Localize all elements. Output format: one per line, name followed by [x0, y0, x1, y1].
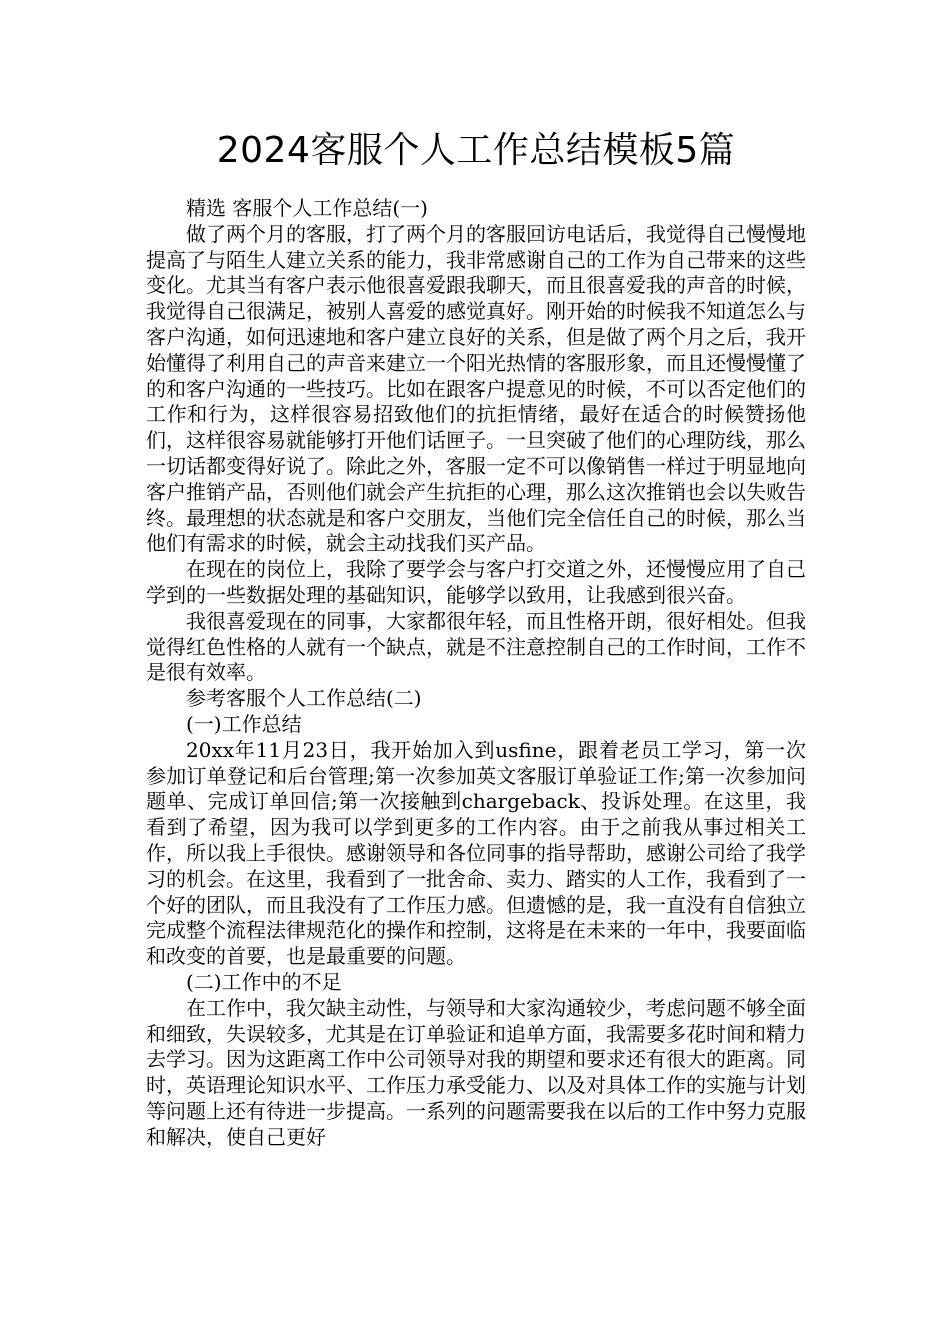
subheading-work-summary: (一)工作总结: [186, 711, 302, 736]
document-title: 2024客服个人工作总结模板5篇: [216, 130, 736, 171]
body-paragraph: 在工作中，我欠缺主动性，与领导和大家沟通较少，考虑问题不够全面和细致，失误较多，尤其是在订单验证和追单方面，我需要多花时间和精力去学习。因为这距离工作中公司领导对我的期望和要求还有很大的距离。同时，英语理论知识水平、工作压力承受能力、以及对具体工作的实施与计划等问题上还有待进一步提高。一系列的问题需要我在以后的工作中努力克服和解决，使自己更好: [146, 995, 806, 1149]
document-body: [146, 196, 806, 1150]
section-heading-2: 参考客服个人工作总结(二): [186, 686, 422, 711]
body-paragraph: 在现在的岗位上，我除了要学会与客户打交道之外，还慢慢应用了自己学到的一些数据处理的基础知识，能够学以致用，让我感到很兴奋。: [146, 557, 806, 607]
body-paragraph: 我很喜爱现在的同事，大家都很年轻，而且性格开朗，很好相处。但我觉得红色性格的人就有一个缺点，就是不注意控制自己的工作时间，工作不是很有效率。: [146, 608, 806, 685]
body-paragraph: 做了两个月的客服，打了两个月的客服回访电话后，我觉得自己慢慢地提高了与陌生人建立关系的能力，我非常感谢自己的工作为自己带来的这些变化。尤其当有客户表示他很喜爱跟我聊天，而且很喜爱我的声音的时候，我觉得自己很满足，被别人喜爱的感觉真好。刚开始的时候我不知道怎么与客户沟通，如何迅速地和客户建立良好的关系，但是做了两个月之后，我开始懂得了利用自己的声音来建立一个阳光热情的客服形象，而且还慢慢懂了的和客户沟通的一些技巧。比如在跟客户提意见的时候，不可以否定他们的工作和行为，这样很容易招致他们的抗拒情绪，最好在适合的时候赞扬他们，这样很容易就能够打开他们话匣子。一旦突破了他们的心理防线，那么一切话都变得好说了。除此之外，客服一定不可以像销售一样过于明显地向客户推销产品，否则他们就会产生抗拒的心理，那么这次推销也会以失败告终。最理想的状态就是和客户交朋友，当他们完全信任自己的时候，那么当他们有需求的时候，就会主动找我们买产品。: [146, 221, 806, 556]
document-page: [146, 120, 806, 1150]
body-paragraph: 20xx年11月23日，我开始加入到usfine，跟着老员工学习，第一次参加订单登记和后台管理;第一次参加英文客服订单验证工作;第一次参加问题单、完成订单回信;第一次接触到chargeback、投诉处理。在这里，我看到了希望，因为我可以学到更多的工作内容。由于之前我从事过相关工作，所以我上手很快。感谢领导和各位同事的指导帮助，感谢公司给了我学习的机会。在这里，我看到了一批舍命、卖力、踏实的人工作，我看到了一个好的团队，而且我没有了工作压力感。但遗憾的是，我一直没有自信独立完成整个流程法律规范化的操作和控制，这将是在未来的一年中，我要面临和改变的首要，也是最重要的问题。: [146, 737, 806, 969]
subheading-shortcomings: (二)工作中的不足: [186, 969, 342, 994]
section-heading-1: 精选 客服个人工作总结(一): [186, 196, 428, 220]
